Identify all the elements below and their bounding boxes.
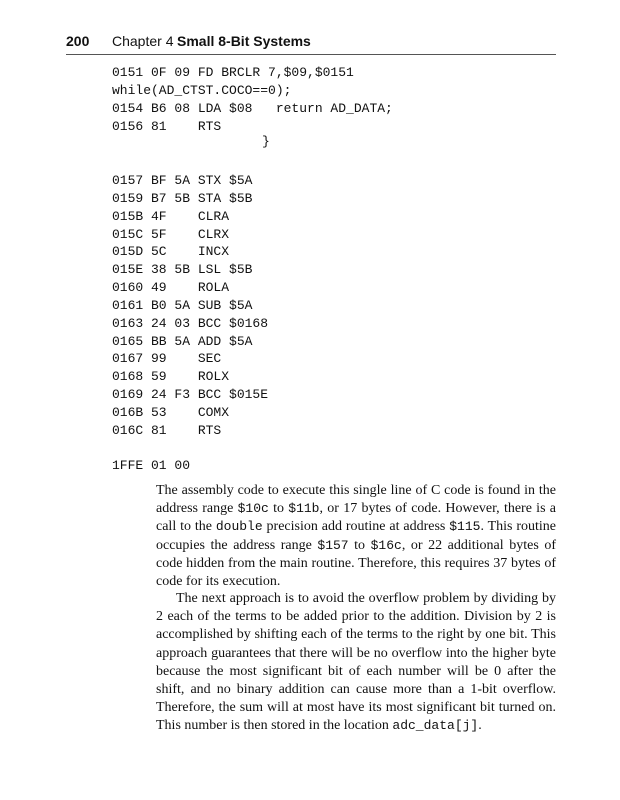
code-line: 016C 81 RTS	[112, 422, 222, 438]
paragraph-overflow-approach: The next approach is to avoid the overflow problem by dividing by 2 each of the terms to be added prior to the addition. Division by 2 is accomplished by shifting each of the terms to the right by one bit. This approach guarantees that there will be no overflow into the higher byte because the most significant bit of each number will be 0 after the shift, and no binary addition can cause more than a 1-bit overflow. Therefore, the sum will at most have its most significant bit turned on. This number is then stored in the location adc_data[j].	[156, 591, 556, 734]
code-listing-vector	[112, 457, 190, 475]
code-line: 015C 5F CLRX	[112, 226, 230, 242]
code-line: 016B 53 COMX	[112, 404, 230, 420]
code-listing-top	[112, 64, 393, 135]
chapter-title: Small 8-Bit Systems	[177, 33, 311, 49]
code-line: 0160 49 ROLA	[112, 280, 230, 296]
chapter-label: Chapter 4	[112, 33, 174, 49]
code-line: 0165 BB 5A ADD $5A	[112, 333, 253, 349]
code-line: while(AD_CTST.COCO==0);	[112, 82, 292, 98]
inline-code: adc_data[j]	[392, 718, 479, 734]
code-line: 0167 99 SEC	[112, 351, 222, 367]
code-line: 0159 B7 5B STA $5B	[112, 190, 253, 206]
code-listing-subroutine	[112, 172, 268, 440]
code-line: 0156 81 RTS	[112, 118, 222, 134]
code-line: 015D 5C INCX	[112, 244, 230, 260]
inline-code: double	[215, 519, 263, 535]
code-line: 0169 24 F3 BCC $015E	[112, 387, 269, 403]
code-line: 0151 0F 09 FD BRCLR 7,$09,$0151	[112, 65, 354, 80]
code-line: 015E 38 5B LSL $5B	[112, 262, 253, 278]
code-line: 1FFE 01 00	[112, 458, 191, 473]
page-header	[66, 30, 556, 55]
code-line: 0157 BF 5A STX $5A	[112, 173, 253, 188]
code-line: 0161 B0 5A SUB $5A	[112, 297, 253, 313]
paragraph-assembly-analysis: The assembly code to execute this single line of C code is found in the address range $10c to $11b, or 17 bytes of code. However, there is a call to the double precision add routine at address $115. This routine occupies the address range $157 to $16c, or 22 additional bytes of code hidden from the main routine. Therefore, this requires 37 bytes of code for its execution.	[156, 483, 557, 590]
code-line: 0163 24 03 BCC $0168	[112, 315, 269, 331]
inline-code: $10c	[237, 501, 269, 517]
inline-code: $115	[449, 519, 481, 535]
inline-code: $157	[317, 537, 349, 553]
code-line: 0168 59 ROLX	[112, 369, 230, 385]
page-number: 200	[66, 33, 90, 49]
code-line: 015B 4F CLRA	[112, 208, 230, 224]
code-line: 0154 B6 08 LDA $08 return AD_DATA;	[112, 100, 393, 116]
closing-brace: }	[262, 134, 270, 149]
inline-code: $16c	[370, 537, 402, 553]
inline-code: $11b	[288, 501, 320, 517]
